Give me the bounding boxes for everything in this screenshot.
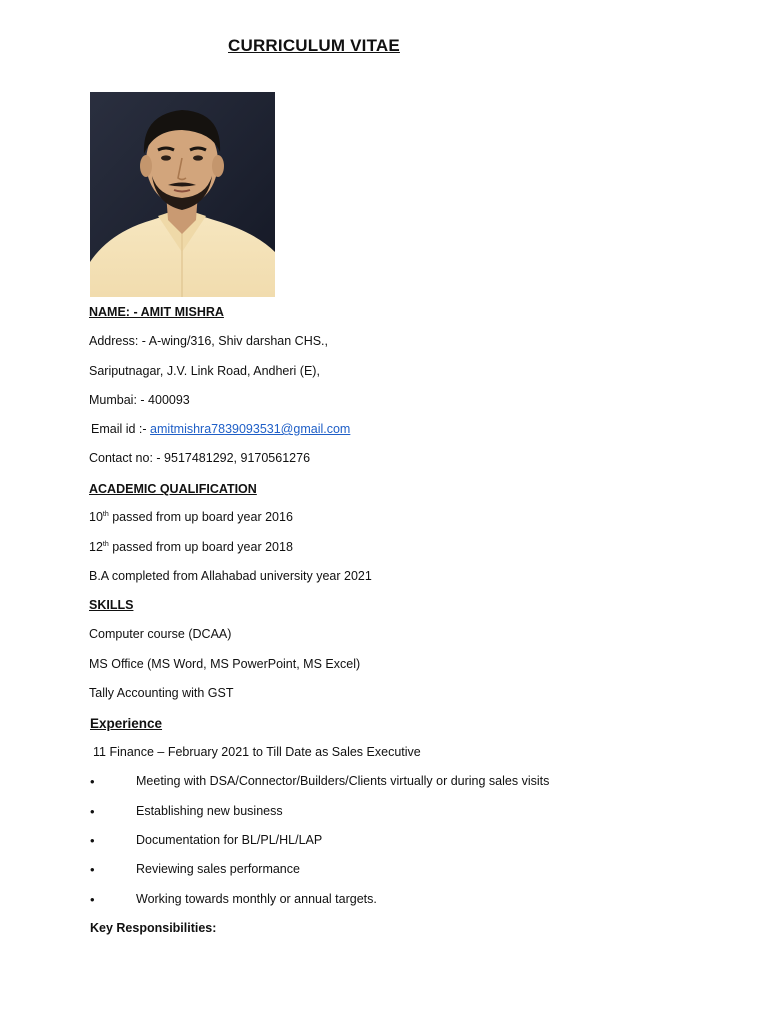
academic-item-text-rest: passed from up board year 2016 bbox=[108, 510, 293, 524]
academic-item-text: 10 bbox=[89, 510, 103, 524]
academic-item-text: 12 bbox=[89, 540, 103, 554]
address-line-3: Mumbai: - 400093 bbox=[89, 393, 190, 407]
experience-bullet: Establishing new business bbox=[136, 804, 283, 818]
academic-item-text: B.A completed from Allahabad university year 2021 bbox=[89, 569, 372, 583]
bullet-icon: • bbox=[90, 862, 95, 877]
experience-bullet: Reviewing sales performance bbox=[136, 862, 300, 876]
skill-item: Tally Accounting with GST bbox=[89, 686, 234, 700]
academic-item-sup: th bbox=[102, 540, 109, 548]
experience-heading: Experience bbox=[90, 716, 163, 731]
document-title: CURRICULUM VITAE bbox=[228, 36, 400, 55]
profile-photo-graphic bbox=[90, 92, 275, 297]
email-link[interactable]: amitmishra7839093531@gmail.com bbox=[150, 422, 351, 436]
academic-item-sup: th bbox=[102, 510, 109, 518]
academic-item bbox=[89, 510, 293, 524]
academic-item-text-rest: passed from up board year 2018 bbox=[108, 540, 293, 554]
experience-bullet: Working towards monthly or annual targets. bbox=[136, 892, 377, 906]
experience-bullet: Meeting with DSA/Connector/Builders/Clients virtually or during sales visits bbox=[136, 774, 550, 788]
academic-heading: ACADEMIC QUALIFICATION bbox=[89, 482, 257, 496]
skill-item: Computer course (DCAA) bbox=[89, 627, 232, 641]
bullet-icon: • bbox=[90, 892, 95, 907]
key-responsibilities-heading: Key Responsibilities: bbox=[90, 921, 217, 935]
name-line: NAME: - AMIT MISHRA bbox=[89, 305, 224, 319]
skills-heading: SKILLS bbox=[89, 598, 134, 612]
address-line-2: Sariputnagar, J.V. Link Road, Andheri (E), bbox=[89, 364, 320, 378]
experience-role: 11 Finance – February 2021 to Till Date as Sales Executive bbox=[93, 745, 421, 759]
contact-line: Contact no: - 9517481292, 9170561276 bbox=[89, 451, 311, 465]
bullet-icon: • bbox=[90, 774, 95, 789]
email-label: Email id :- bbox=[91, 422, 151, 436]
academic-item bbox=[89, 569, 372, 583]
bullet-icon: • bbox=[90, 833, 95, 848]
profile-photo bbox=[90, 92, 275, 297]
skill-item: MS Office (MS Word, MS PowerPoint, MS Excel) bbox=[89, 657, 361, 671]
address-line-1: Address: - A-wing/316, Shiv darshan CHS., bbox=[89, 334, 329, 348]
experience-bullet: Documentation for BL/PL/HL/LAP bbox=[136, 833, 323, 847]
academic-item bbox=[89, 540, 293, 554]
email-line bbox=[91, 422, 350, 436]
bullet-icon: • bbox=[90, 804, 95, 819]
